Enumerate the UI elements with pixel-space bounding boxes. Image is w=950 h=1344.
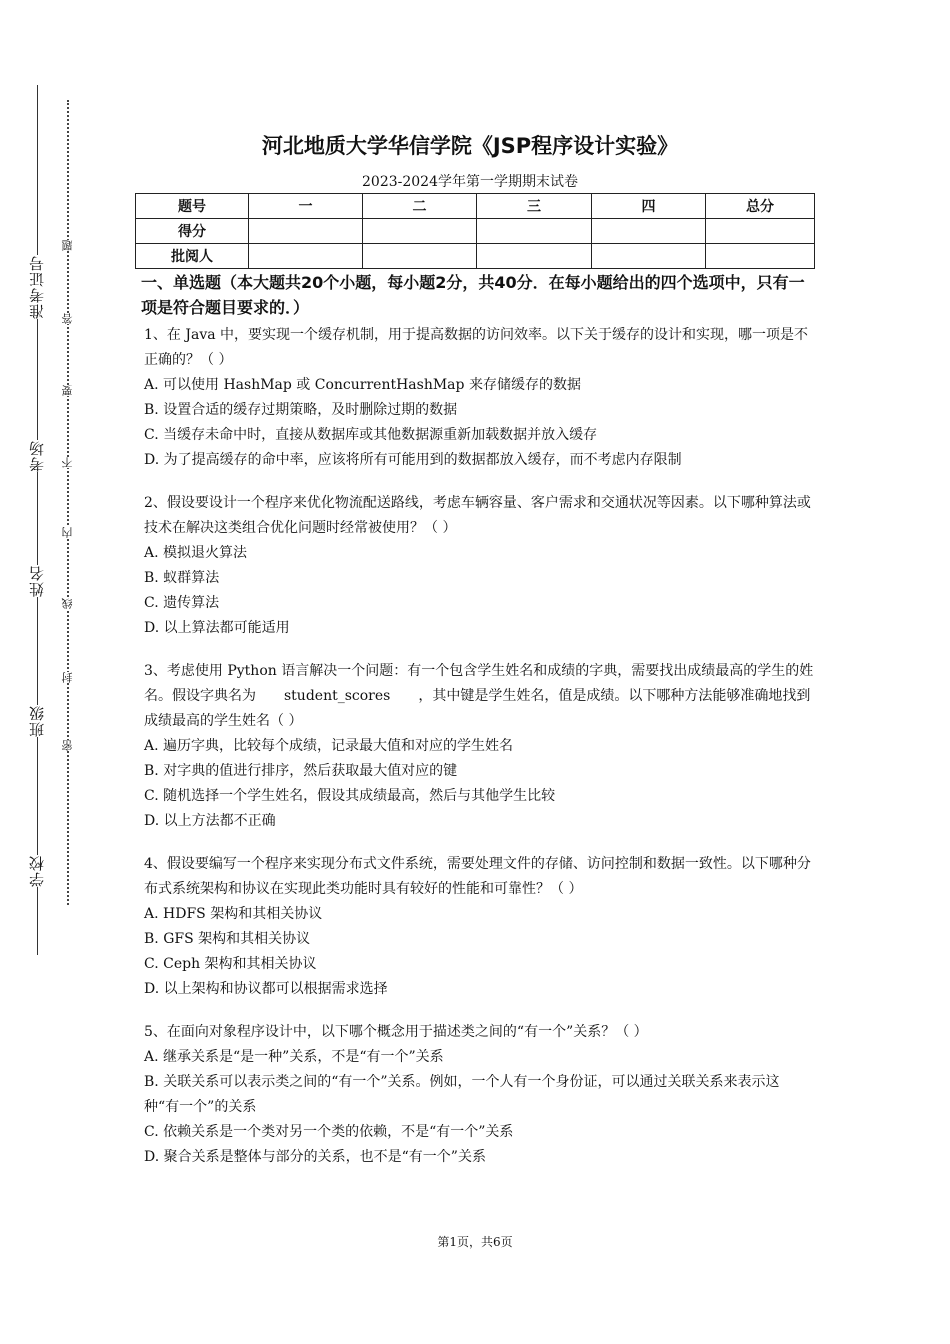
grader-cell [592, 244, 706, 269]
seal-char: 线 [58, 598, 78, 609]
option-a: A. 模拟退火算法 [144, 545, 248, 561]
score-cell [592, 219, 706, 244]
question-text: 1、在 Java 中，要实现一个缓存机制，用于提高数据的访问效率。以下关于缓存的设计和实现，哪一项是不正确的？（ ） [144, 327, 809, 368]
column-header: 二 [363, 194, 477, 219]
question-text: 3、考虑使用 Python 语言解决一个问题：有一个包含学生姓名和成绩的字典，需要找出成绩最高的学生的姓名。假设字典名为 student_scores ，其中键是学生姓名，值是成绩。以下哪种方法能够准确地找到成绩最高的学生姓名（ ） [144, 663, 814, 729]
table-row [136, 244, 815, 269]
question-2 [144, 491, 814, 641]
row-header: 批阅人 [136, 244, 249, 269]
seal-char: 要 [58, 385, 78, 396]
seal-char: 不 [58, 457, 78, 468]
page-number: 第1页，共6页 [437, 1235, 513, 1249]
option-b: B. GFS 架构和其相关协议 [144, 931, 311, 947]
binding-line [37, 85, 38, 955]
option-b: B. 对字典的值进行排序，然后获取最大值对应的键 [144, 763, 458, 779]
question-section [141, 270, 814, 1188]
option-d: D. 以上架构和协议都可以根据需求选择 [144, 981, 388, 997]
seal-char: 封 [58, 672, 78, 683]
question-text: 4、假设要编写一个程序来实现分布式文件系统，需要处理文件的存储、访问控制和数据一致性。以下哪种分布式系统架构和协议在实现此类功能时具有较好的性能和可靠性？（ ） [144, 856, 811, 897]
table-row [136, 219, 815, 244]
grader-cell [477, 244, 592, 269]
column-header: 一 [249, 194, 363, 219]
seal-char: 题 [58, 240, 78, 251]
option-b: B. 关联关系可以表示类之间的“有一个”关系。例如，一个人有一个身份证，可以通过关联关系来表示这种“有一个”的关系 [144, 1074, 780, 1115]
section-title: 一、单选题（本大题共20个小题，每小题2分，共40分．在每小题给出的四个选项中，只有一项是符合题目要求的．） [141, 273, 805, 317]
score-cell [706, 219, 815, 244]
option-c: C. 随机选择一个学生姓名，假设其成绩最高，然后与其他学生比较 [144, 788, 556, 804]
option-a: A. HDFS 架构和其相关协议 [144, 906, 323, 922]
option-a: A. 继承关系是“是一种”关系，不是“有一个”关系 [144, 1049, 444, 1065]
question-1 [144, 323, 814, 473]
question-3 [144, 659, 814, 834]
column-header: 四 [592, 194, 706, 219]
page-subtitle: 2023-2024学年第一学期期末试卷 [362, 174, 578, 190]
label-exam-id: 准考证号 [22, 255, 52, 319]
score-table [135, 193, 815, 269]
column-header: 三 [477, 194, 592, 219]
question-5 [144, 1020, 814, 1170]
option-c: C. 遗传算法 [144, 595, 220, 611]
option-d: D. 以上方法都不正确 [144, 813, 276, 829]
label-class: 班级 [22, 705, 52, 737]
grader-cell [706, 244, 815, 269]
option-a: A. 可以使用 HashMap 或 ConcurrentHashMap 来存储缓存的数据 [144, 377, 581, 393]
score-cell [249, 219, 363, 244]
option-c: C. Ceph 架构和其相关协议 [144, 956, 317, 972]
column-header: 总分 [706, 194, 815, 219]
label-school: 学校 [22, 855, 52, 887]
question-text: 5、在面向对象程序设计中，以下哪个概念用于描述类之间的“有一个”关系？（ ） [144, 1024, 648, 1040]
option-d: D. 为了提高缓存的命中率，应该将所有可能用到的数据都放入缓存，而不考虑内存限制 [144, 452, 682, 468]
question-4 [144, 852, 814, 1002]
option-c: C. 依赖关系是一个类对另一个类的依赖，不是“有一个”关系 [144, 1124, 514, 1140]
page-title: 河北地质大学华信学院《JSP程序设计实验》 [261, 134, 679, 158]
option-a: A. 遍历字典，比较每个成绩，记录最大值和对应的学生姓名 [144, 738, 514, 754]
seal-char: 答 [58, 313, 78, 324]
seal-char: 内 [58, 527, 78, 538]
score-cell [363, 219, 477, 244]
option-b: B. 蚁群算法 [144, 570, 220, 586]
table-row [136, 194, 815, 219]
question-text: 2、假设要设计一个程序来优化物流配送路线，考虑车辆容量、客户需求和交通状况等因素。以下哪种算法或技术在解决这类组合优化问题时经常被使用？（ ） [144, 495, 811, 536]
option-d: D. 聚合关系是整体与部分的关系，也不是“有一个”关系 [144, 1149, 486, 1165]
column-header: 题号 [136, 194, 249, 219]
option-d: D. 以上算法都可能适用 [144, 620, 290, 636]
option-c: C. 当缓存未命中时，直接从数据库或其他数据源重新加载数据并放入缓存 [144, 427, 598, 443]
grader-cell [363, 244, 477, 269]
grader-cell [249, 244, 363, 269]
seal-dotted-line [67, 100, 69, 905]
label-exam-room: 考场 [22, 440, 52, 472]
row-header: 得分 [136, 219, 249, 244]
label-name: 姓名 [22, 565, 52, 597]
option-b: B. 设置合适的缓存过期策略，及时删除过期的数据 [144, 402, 458, 418]
seal-char: 密 [58, 740, 78, 751]
score-cell [477, 219, 592, 244]
